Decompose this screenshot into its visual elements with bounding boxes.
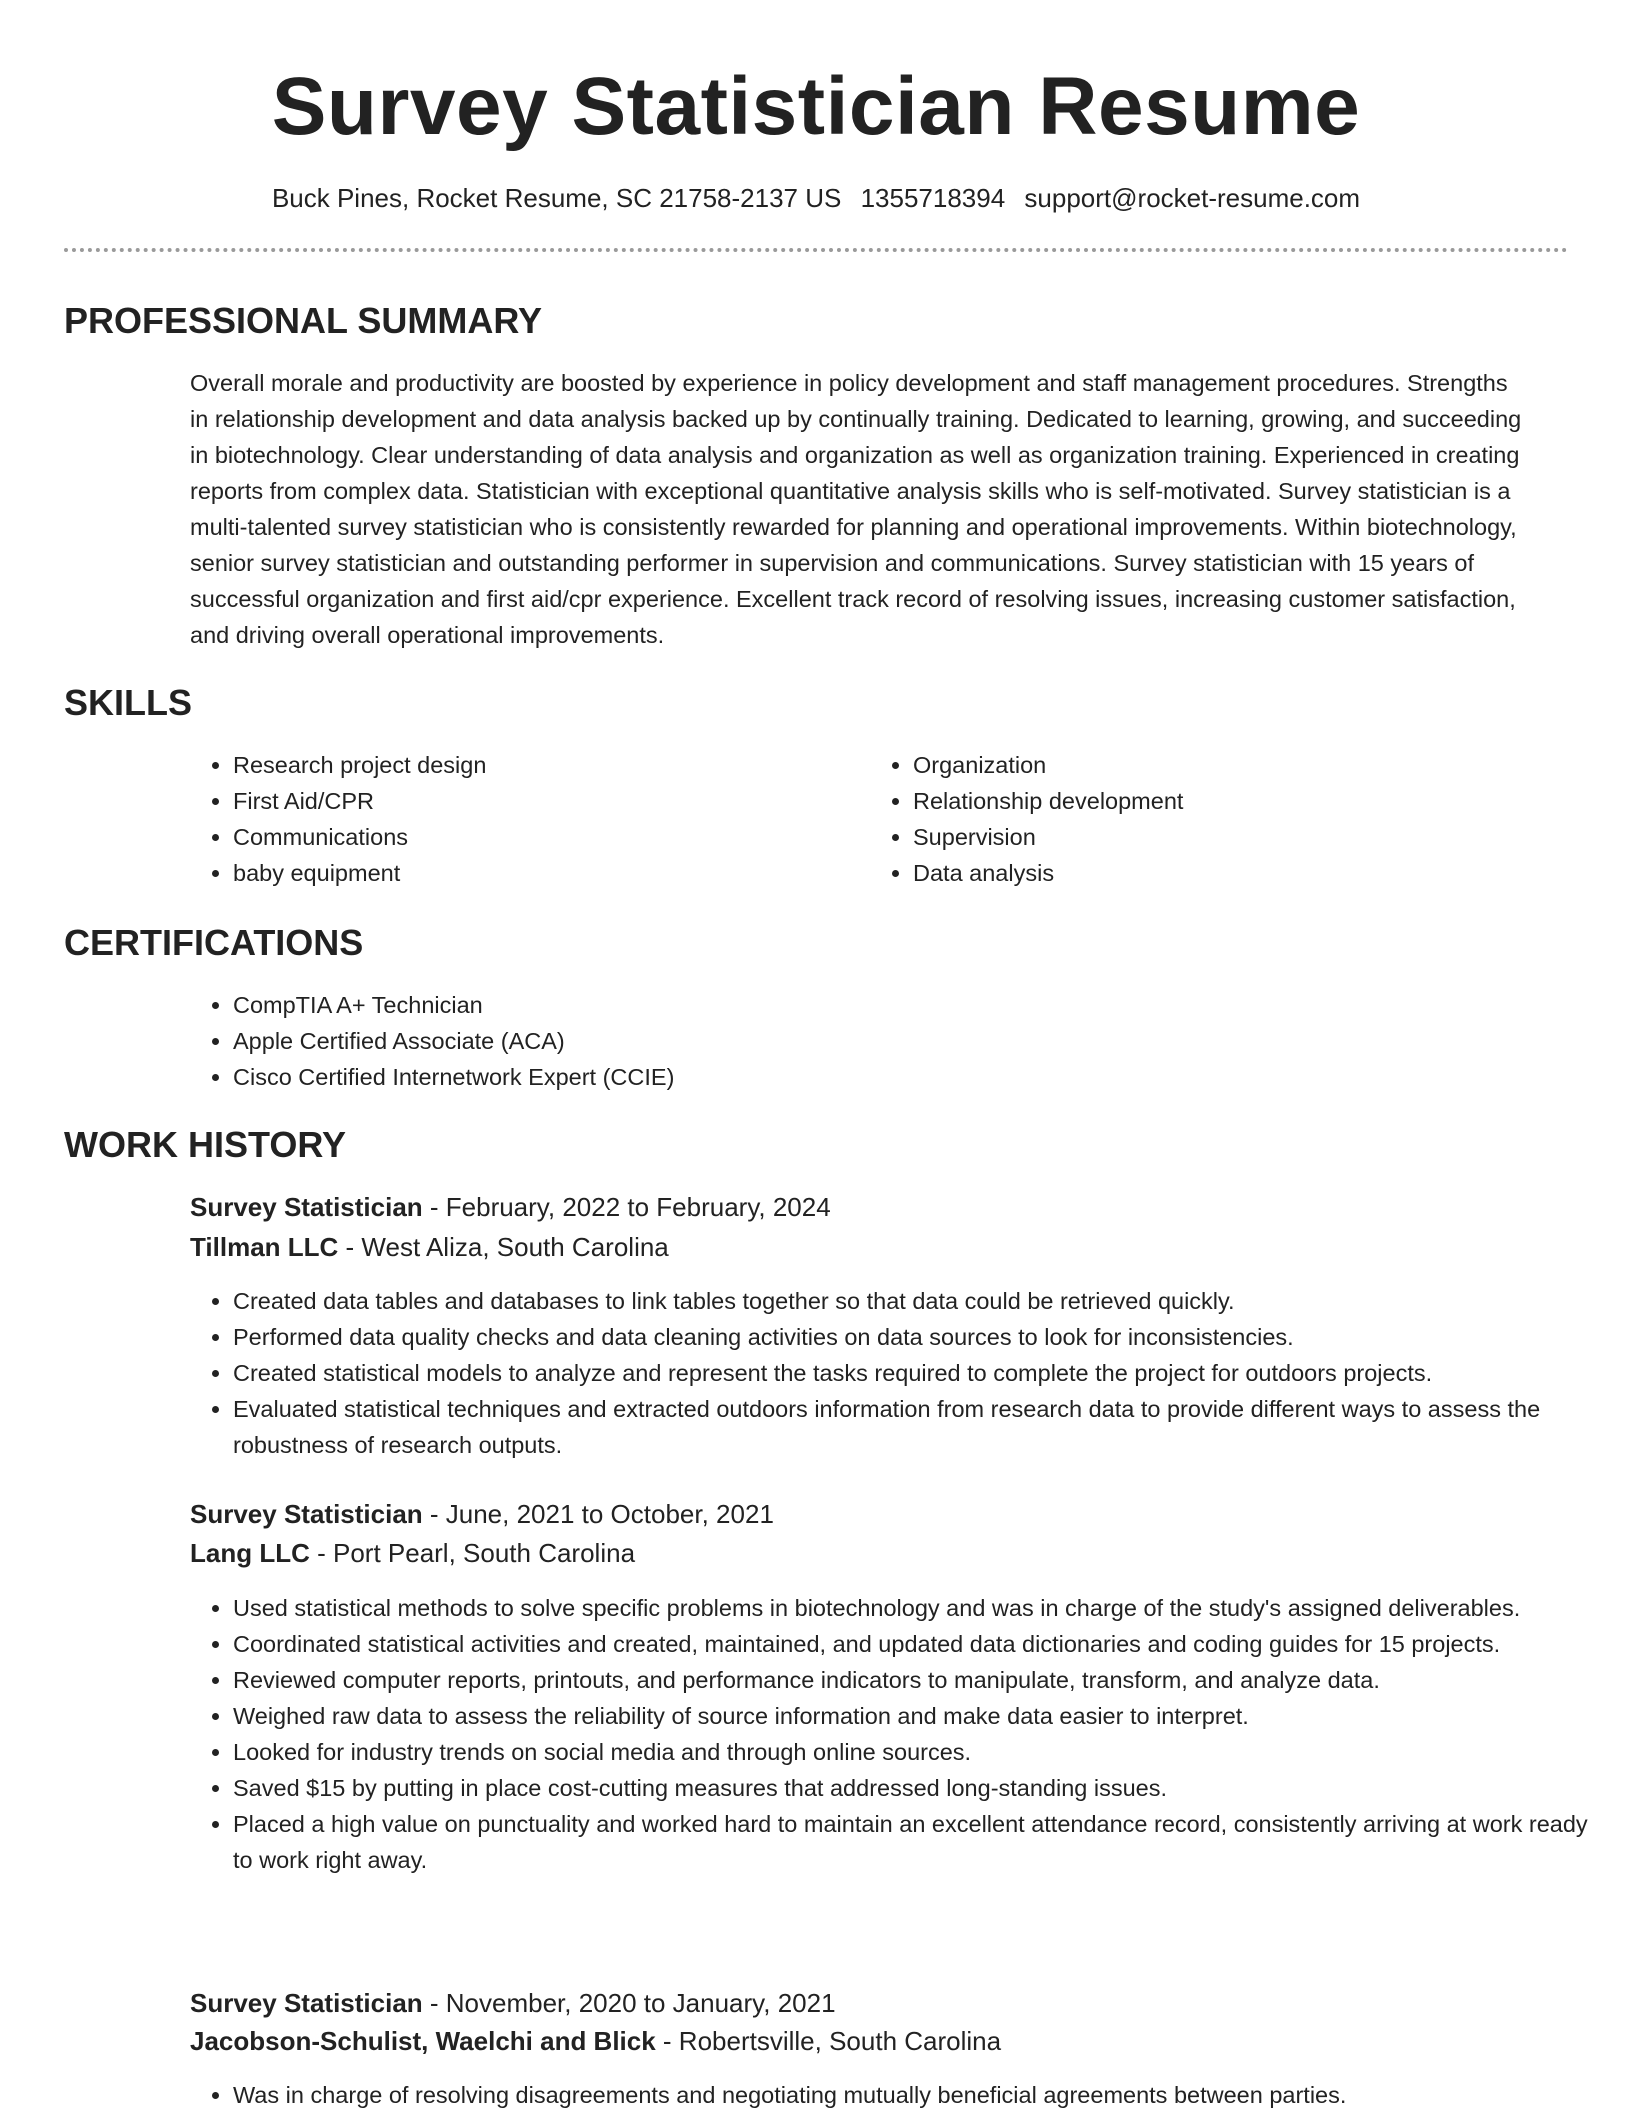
job-location: - West Aliza, South Carolina: [338, 1232, 669, 1262]
job-location: - Robertsville, South Carolina: [655, 2026, 1002, 2056]
contact-email[interactable]: support@rocket-resume.com: [1024, 183, 1361, 213]
list-item: • Evaluated statistical techniques and extracted outdoors information from research data to provide different ways to assess the robustness of research outputs.: [233, 1391, 1613, 1463]
job-dates: - February, 2022 to February, 2024: [422, 1192, 831, 1222]
contact-address: Buck Pines, Rocket Resume, SC 21758-2137 US: [271, 183, 842, 213]
list-item: • Organization: [913, 747, 1533, 783]
certifications-list: [189, 987, 1573, 1095]
section-heading-certifications: CERTIFICATIONS: [64, 922, 364, 963]
skills-list-right: [869, 747, 1533, 891]
list-item: • baby equipment: [233, 855, 853, 891]
job-location: - Port Pearl, South Carolina: [309, 1538, 636, 1568]
list-item: • Placed a high value on punctuality and worked hard to maintain an excellent attendance record, consistently arriving at work ready to work right away.: [233, 1806, 1613, 1878]
job-bullets: [189, 2077, 1613, 2113]
list-item: • Cisco Certified Internetwork Expert (CCIE): [233, 1059, 1573, 1095]
list-item: • First Aid/CPR: [233, 783, 853, 819]
list-item: • CompTIA A+ Technician: [233, 987, 1573, 1023]
list-item: • Communications: [233, 819, 853, 855]
list-item: • Created statistical models to analyze and represent the tasks required to complete the project for outdoors projects.: [233, 1355, 1613, 1391]
list-item: • Created data tables and databases to link tables together so that data could be retrieved quickly.: [233, 1283, 1613, 1319]
job-company: Tillman LLC: [190, 1232, 339, 1262]
section-heading-skills: SKILLS: [64, 682, 193, 723]
job-bullets: [189, 1283, 1613, 1463]
job-company: Lang LLC: [190, 1538, 310, 1568]
job-company: Jacobson-Schulist, Waelchi and Blick: [190, 2026, 656, 2056]
job-dates: - November, 2020 to January, 2021: [422, 1988, 836, 2018]
list-item: • Coordinated statistical activities and created, maintained, and updated data dictionaries and coding guides for 15 projects.: [233, 1626, 1613, 1662]
list-item: • Apple Certified Associate (ACA): [233, 1023, 1573, 1059]
job-title-line: [190, 1495, 774, 1533]
skills-list-left: [189, 747, 853, 891]
contact-line: [0, 178, 1632, 218]
header-divider: [64, 248, 1568, 252]
list-item: • Data analysis: [913, 855, 1533, 891]
job-title: Survey Statistician: [190, 1988, 423, 2018]
section-heading-work-history: WORK HISTORY: [64, 1124, 347, 1165]
list-item: • Saved $15 by putting in place cost-cutting measures that addressed long-standing issues.: [233, 1770, 1613, 1806]
job-dates: - June, 2021 to October, 2021: [422, 1499, 774, 1529]
job-title-line: [190, 1984, 836, 2022]
section-heading-summary: PROFESSIONAL SUMMARY: [64, 300, 543, 341]
job-bullets: [189, 1590, 1613, 1878]
job-company-line: [190, 1534, 635, 1572]
list-item: • Reviewed computer reports, printouts, and performance indicators to manipulate, transform, and analyze data.: [233, 1662, 1613, 1698]
list-item: • Supervision: [913, 819, 1533, 855]
job-company-line: [190, 2022, 1001, 2060]
list-item: • Weighed raw data to assess the reliability of source information and make data easier to interpret.: [233, 1698, 1613, 1734]
resume-title: Survey Statistician Resume: [271, 61, 1361, 152]
summary-text: Overall morale and productivity are boosted by experience in policy development and staff management procedures. Strengths in relationship development and data analysis backed up by continually training. Dedicated to learning, growing, and succeeding in biotechnology. Clear understanding of data analysis and organization as well as organization training. Experienced in creating reports from complex data. Statistician with exceptional quantitative analysis skills who is self-motivated. Survey statistician is a multi-talented survey statistician who is consistently rewarded for planning and operational improvements. Within biotechnology, senior survey statistician and outstanding performer in supervision and communications. Survey statistician with 15 years of successful organization and first aid/cpr experience. Excellent track record of resolving issues, increasing customer satisfaction, and driving overall operational improvements.: [190, 370, 1522, 648]
job-company-line: [190, 1228, 669, 1266]
list-item: • Looked for industry trends on social media and through online sources.: [233, 1734, 1613, 1770]
job-title: Survey Statistician: [190, 1192, 423, 1222]
contact-phone: 1355718394: [860, 183, 1006, 213]
list-item: • Used statistical methods to solve specific problems in biotechnology and was in charge of the study's assigned deliverables.: [233, 1590, 1613, 1626]
list-item: • Relationship development: [913, 783, 1533, 819]
job-title-line: [190, 1188, 831, 1226]
list-item: • Was in charge of resolving disagreements and negotiating mutually beneficial agreements between parties.: [233, 2077, 1613, 2113]
list-item: • Research project design: [233, 747, 853, 783]
list-item: • Performed data quality checks and data cleaning activities on data sources to look for inconsistencies.: [233, 1319, 1613, 1355]
job-title: Survey Statistician: [190, 1499, 423, 1529]
